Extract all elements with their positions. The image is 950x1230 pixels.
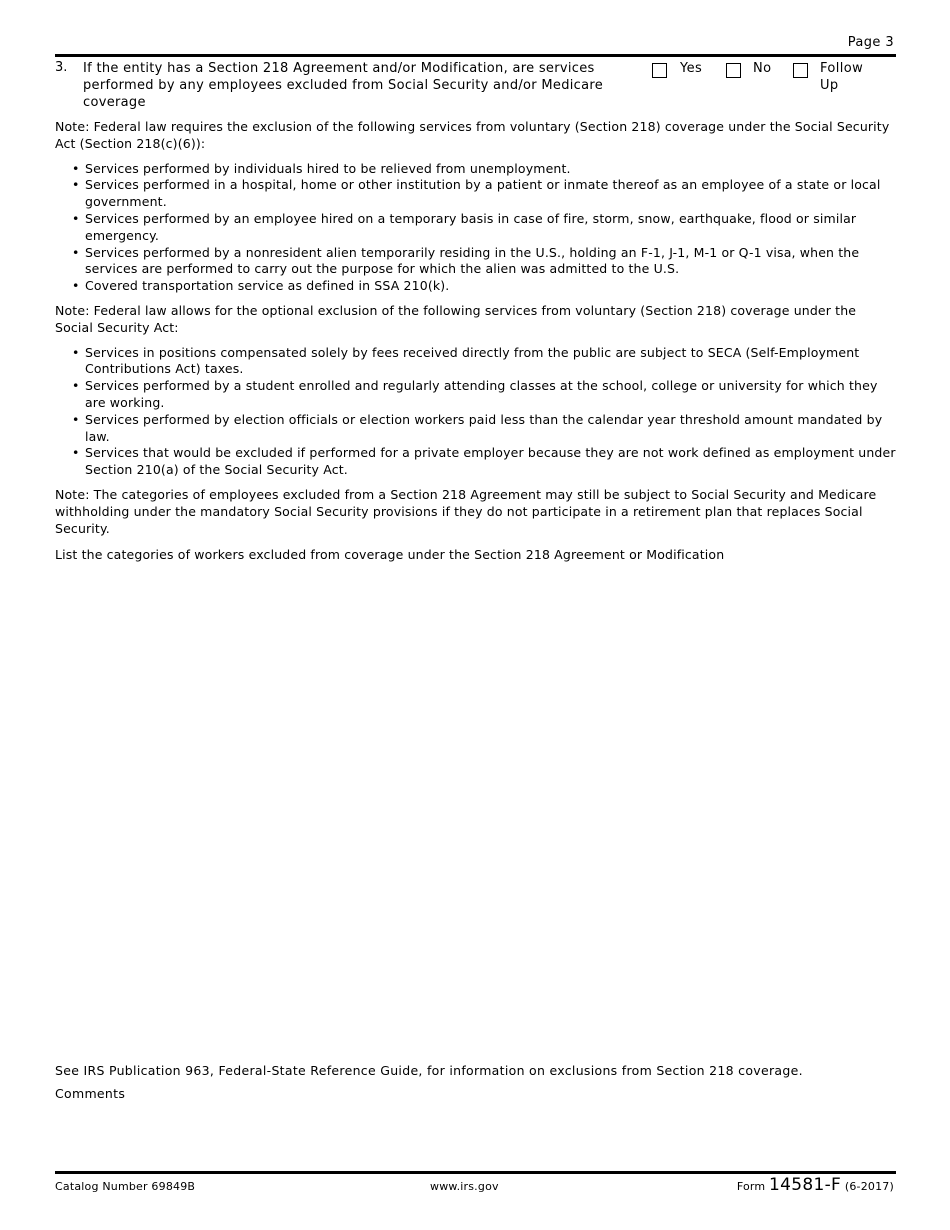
list-item: • Services performed in a hospital, home or other institution by a patient or inmate thereof as an employee of a state or local government. [72,177,881,210]
question-number: 3. [55,60,68,75]
note-mandatory-exclusions: Note: Federal law requires the exclusion of the following services from voluntary (Section 218) coverage under the Social Security Act (Section 218(c)(6)): [55,119,890,151]
page-number: Page 3 [847,35,894,50]
list-item: • Services performed by individuals hired to be relieved from unemployment. [72,160,571,176]
list-item: • Services in positions compensated solely by fees received directly from the public are subject to SECA (Self-Employment Contributions Act) taxes. [72,344,860,377]
website-link[interactable]: www.irs.gov [430,1180,499,1193]
catalog-number: Catalog Number 69849B [55,1180,196,1193]
list-item: • Services performed by election officials or election workers paid less than the calendar year threshold amount mandated by law. [72,411,883,444]
list-item: • Services performed by a nonresident alien temporarily residing in the U.S., holding an F-1, J-1, M-1 or Q-1 visa, when the services are performed to carry out the purpose for which the alien was admitted to the U.S. [72,244,860,277]
publication-reference: See IRS Publication 963, Federal-State Reference Guide, for information on exclusions from Section 218 coverage. [55,1063,803,1078]
list-item: • Services performed by a student enrolled and regularly attending classes at the school, college or university for which they are working. [72,378,878,410]
form-revision: (6-2017) [844,1180,894,1193]
excluded-categories-prompt: List the categories of workers excluded from coverage under the Section 218 Agreement or Modification [55,547,725,563]
comments-label: Comments [55,1086,126,1101]
bottom-rule [55,1171,896,1174]
no-checkbox[interactable] [726,63,741,78]
no-label: No [753,61,772,76]
mandatory-exclusions-list [55,161,897,295]
list-item: • Services that would be excluded if performed for a private employer because they are not work defined as employment under Section 210(a) of the Social Security Act. [72,445,896,478]
question-3-row [55,60,896,112]
form-prefix: Form [736,1180,766,1193]
note-optional-exclusions: Note: Federal law allows for the optional exclusion of the following services from voluntary (Section 218) coverage under the Social Security Act: [55,302,857,335]
yes-checkbox[interactable] [652,63,667,78]
question-text: If the entity has a Section 218 Agreement and/or Modification, are services performed by any employees excluded from Social Security and/or Medicare coverage [83,61,604,110]
note-mandatory-withholding: Note: The categories of employees excluded from a Section 218 Agreement may still be subject to Social Security and Medicare withholding under the mandatory Social Security provisions if they do not participate in a retirement plan that replaces Social Security. [55,486,877,536]
top-rule [55,54,896,57]
optional-exclusions-list [55,345,897,479]
follow-up-label: Follow Up [820,61,864,93]
notes-section [55,119,897,564]
form-identifier [737,1175,894,1195]
follow-up-checkbox[interactable] [793,63,808,78]
list-item: • Services performed by an employee hired on a temporary basis in case of fire, storm, snow, earthquake, flood or similar emergency. [72,210,857,243]
yes-label: Yes [680,61,703,76]
form-number: 14581-F [769,1175,842,1195]
list-item: • Covered transportation service as defined in SSA 210(k). [72,278,450,294]
